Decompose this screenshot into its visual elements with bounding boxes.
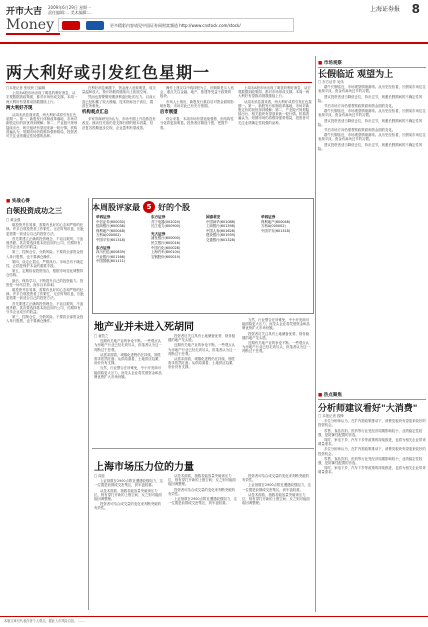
middle-paragraph: 近期有关地产业的争论不断。一些观点认为房地产行业已经走到尽头，但笔者认为这一判断过于悲观。: [168, 343, 236, 356]
left-section-label: ■ 实战心得: [6, 198, 30, 204]
stock-item: 中国石化(600028): [151, 245, 181, 250]
sidebar-body: [318, 80, 426, 390]
middle-paragraph: 近期有关地产业的争论不断。一些观点认为房地产行业已经走到尽头，但笔者认为这一判断过于悲观。: [94, 339, 162, 352]
left-paragraph: 最后，保持学习，不断提升自己的投资能力。投资是一场马拉松，而非百米冲刺。: [6, 278, 84, 287]
middle-article-title: 地产业并未进入死胡同: [94, 322, 194, 333]
headline-paragraph: 然而也需警惕短期获利盘回吐的压力。目前大盘已经积累了较大涨幅，技术指标处于高位，震荡在所难免。: [82, 95, 156, 108]
sidebar-label-2: ■ 热点聚焦: [318, 392, 426, 400]
broker-name: 国泰君安: [206, 215, 221, 219]
middle-paragraph: 当然，行业整合在所难免，中小开发商可能面临更大压力，而龙头企业将凭借资金和品牌优势扩大市场份额。: [94, 366, 162, 379]
headline-subhead: 后市展望: [160, 110, 178, 116]
stock-item: 四川长虹(600839): [96, 250, 126, 255]
bottom-article-col-3: [242, 474, 312, 610]
sidebar-byline-2: □ 本报记者 钱锋: [318, 414, 344, 418]
bottom-byline: □ 周佳: [94, 474, 106, 478]
bottom-article-col-2: [168, 474, 238, 610]
middle-byline: □ 童牧之: [94, 334, 109, 338]
left-paragraph: 做投资并非易事，需要有良好的心态和严格的纪律。许多白领投资者工作繁忙，无法时刻盯盘，因此更需要一套适合自己的投资方法。: [6, 223, 84, 236]
stock-picks-title-post: 好的个股: [158, 202, 190, 212]
banner-text: 更多精彩内容请见中国证券网财富频道 http://www.cnstock.com/stock/: [110, 22, 241, 28]
sidebar-title-2: 分析师建议看好"大消费": [318, 404, 418, 414]
stock-item: 民生银行(600016): [151, 240, 181, 245]
left-section-title: 白领投资成功之三: [6, 207, 62, 215]
headline-subhead: 机构观点汇总: [82, 110, 109, 116]
bottom-paragraph: 投资者可结合成交量的变化来判断突破的有效性。: [168, 487, 236, 496]
bottom-paragraph: 投资者可结合成交量的变化来判断突破的有效性。: [94, 502, 162, 511]
sidebar-paragraph: 建议投资者适当降低仓位，持币过节，规避长假期间的不确定性风险。: [318, 118, 423, 127]
bottom-paragraph: 上证指数在2900点附近遭遇较强阻力，这一位置是前期成交密集区，套牢盘较重。: [94, 479, 163, 488]
stock-group: [96, 215, 145, 310]
sidebar-body-2: [318, 414, 426, 610]
bottom-paragraph: 投资者可结合成交量的变化来判断突破的有效性。: [242, 474, 310, 483]
headline-paragraph: 上周末A股市场出现了明显的利好消息，从宏观数据到政策面，都对市场形成支撑。本周一两大利好有望推动指数继续上行。: [6, 91, 78, 104]
column-divider: [88, 198, 89, 610]
column-brand: 开市大吉: [6, 7, 43, 17]
sidebar-paragraph: 节后市场方向仍需观察政策面和资金面的变化。: [324, 104, 396, 109]
sidebar-paragraph: 节后市场方向仍需观察政策面和资金面的变化。: [324, 128, 396, 133]
headline-paragraph: 市场人士指出，新股发行重启后对资金面的影响有限，市场对此已有充分预期。: [160, 99, 234, 108]
sidebar-paragraph: 建议投资者适当降低仓位，持币过节，规避长假期间的不确定性风险。: [318, 94, 423, 103]
cnstock-logo-icon: [86, 21, 104, 30]
left-paragraph: 第四，设定止损点，严格执行。市场总有不确定性，止损是保护本金的重要手段。: [6, 259, 84, 269]
section-divider: [92, 448, 314, 449]
bottom-article-col-1: [94, 474, 164, 610]
headline-paragraph: 上周末A股市场出现了明显的利好消息，从宏观数据到政策面，都对市场形成支撑。本周一两大利好有望推动指数继续上行。: [238, 86, 311, 99]
sidebar-paragraph: 多位分析师认为，在扩内需政策推动下，消费类板块有望迎来较好的投资机会。: [318, 419, 426, 428]
stock-picks-title-pre: 本周股评家最: [92, 202, 140, 212]
stock-item: 招商银行(600036): [96, 224, 126, 229]
stock-item: 交通银行(601328): [206, 237, 236, 242]
headline-article-col-4: [238, 86, 312, 196]
left-paragraph: 首先要建立正确的投资理念，不盲目跟风，不追涨杀跌。其次要选择基本面良好的公司，长期持有，分享企业成长的收益。: [6, 301, 84, 315]
headline-paragraph: 综合来看，本周市场有望延续强势，但结构性分化将更加明显。投资者应精选个股，把握节奏。: [160, 117, 234, 130]
stock-item: 上海汽车(600104): [151, 250, 181, 255]
sidebar-label: ■ 市场观察: [318, 60, 426, 68]
main-headline: 两大利好或引发红色星期一: [6, 63, 211, 82]
headline-paragraph: 多家券商研究所认为，市场中期上升趋势没有改变。流动性充裕仍是支撑行情的根本因素，经济复苏预期逐步兑现，企业盈利有望改善。: [82, 117, 156, 130]
headline-paragraph: 操作上建议以中线持股为主，回调即是买入机会，重点关注金融、地产、基建等受益于政策的板块。: [160, 86, 234, 99]
paper-logo-icon: [62, 21, 80, 30]
sidebar-paragraph: 建议投资者适当降低仓位，持币过节，规避长假期间的不确定性风险。: [318, 142, 423, 151]
left-paragraph: 做投资并非易事，需要有良好的心态和严格的纪律。许多白领投资者工作繁忙，无法时刻盯盘，因此更需要一套适合自己的投资方法。: [6, 288, 84, 301]
headline-subhead: 两大利好齐现: [6, 105, 33, 111]
stock-item: 万科A(000002): [261, 224, 286, 229]
sidebar-paragraph: 零售、食品饮料、医药等行业受经济周期影响较小，业绩稳定性较强，是防御性配置的首选。: [318, 456, 423, 466]
stock-item: 工商银行(601398): [206, 224, 236, 229]
headline-paragraph: 从周末消息面来看，两大利好或将引发红色星期一。第一，新股发行体制改革落地，市场对新股定价的担忧得到缓解；第二，产业振兴规划陆续出台，相关板块有望迎来新一轮行情。机构普遍认为，短期市场仍将维持强势格局，投资者可关注业绩确定性较强的品种。: [238, 99, 312, 125]
middle-paragraph: 当然，行业整合在所难免，中小开发商可能面临更大压力，而龙头企业将凭借资金和品牌优势扩大市场份额。: [242, 318, 310, 331]
sidebar-title: 长假临近 观望为上: [318, 70, 394, 80]
bottom-paragraph: 上证指数在2900点附近遭遇较强阻力，这一位置是前期成交密集区，套牢盘较重。: [168, 497, 237, 506]
middle-paragraph: 从需求面看，城镇化进程仍在持续，刚性需求依然旺盛；从供给面看，土地供应趋紧，房价仍有支撑。: [168, 357, 236, 370]
bottom-paragraph: 从技术面看，指数若能放量突破该压力位，则有望打开新的上涨空间；反之则可能面临回调整理。: [242, 492, 310, 506]
masthead: [0, 0, 428, 44]
stock-item: 宝钢股份(600019): [151, 254, 181, 259]
page-number: 8: [411, 2, 420, 16]
sidebar-paragraph: 多位分析师认为，在扩内需政策推动下，消费类板块有望迎来较好的投资机会。: [318, 447, 426, 456]
stock-item: 中国神华(601088): [206, 219, 236, 224]
stock-item: 万科A(000002): [96, 233, 121, 238]
headline-article-col-2: [82, 86, 156, 196]
headline-paragraph: 从周末消息面来看，两大利好或将引发红色星期一。第一，新股发行体制改革落地，市场对新股定价的担忧得到缓解；第二，产业振兴规划陆续出台，相关板块有望迎来新一轮行情。机构普遍认为，短期市场仍将维持强势格局，投资者可关注业绩确定性较强的品种。: [6, 113, 78, 139]
stock-item: 建设银行(601939): [206, 233, 236, 238]
issue-editors: 责任编辑:… 美术编辑:…: [48, 10, 92, 15]
broker-name: 华西证券: [261, 215, 276, 219]
bottom-paragraph: 从技术面看，指数若能放量突破该压力位，则有望打开新的上涨空间；反之则可能面临回调整理。: [168, 474, 236, 487]
middle-paragraph: 投资者应关注具有土地储备优势、财务稳健的地产龙头股。: [168, 334, 236, 343]
stock-item: 保利地产(600048): [96, 228, 126, 233]
middle-paragraph: 近期有关地产业的争论不断。一些观点认为房地产行业已经走到尽头，但笔者认为这一判断过于悲观。: [242, 341, 310, 354]
stock-item: 保利地产(600048): [261, 219, 291, 224]
broker-name: 华西证券: [96, 215, 111, 219]
stock-picks-grid: [96, 215, 310, 310]
bottom-article-title: 上海市场压力位的力量: [94, 462, 194, 473]
headline-article-col-1: [6, 86, 78, 196]
issue-meta: [48, 5, 178, 15]
left-paragraph: 首先要建立正确的投资理念，不盲目跟风，不追涨杀跌。其次要选择基本面良好的公司，长期持有，分享企业成长的收益。: [6, 236, 84, 250]
left-section-body: [6, 218, 86, 608]
stock-picks-title: [92, 201, 190, 213]
stock-item: 苏宁电器(002024): [151, 219, 181, 224]
left-paragraph: 第五，定期检视投资组合，根据市场变化调整持仓结构。: [6, 269, 84, 278]
stock-group: [261, 215, 310, 310]
stock-item: 中国国航(601111): [96, 259, 126, 264]
headline-byline: □本报记者 张欣欣 □编辑: [6, 86, 46, 90]
section-name: Money: [6, 17, 54, 33]
paper-name: 上海证券报: [369, 6, 400, 13]
sidebar-paragraph: 零售、食品饮料、医药等行业受经济周期影响较小，业绩稳定性较强，是防御性配置的首选。: [318, 428, 423, 437]
broker-name: 东方证券: [96, 245, 111, 250]
left-byline: □ 黄金强: [6, 218, 21, 222]
stock-item: 兴业银行(601166): [96, 254, 126, 259]
stock-item: 中国平安(601318): [261, 228, 291, 233]
middle-paragraph: 投资者应关注具有土地储备优势、财务稳健的地产龙头股。: [242, 331, 310, 340]
middle-article-col-2: [168, 334, 238, 442]
sidebar-divider: [315, 56, 316, 612]
stock-item: 中信证券(600030): [96, 219, 126, 224]
broker-name: 东方证券: [151, 215, 166, 219]
stock-picks-count: 5: [143, 201, 155, 213]
broker-name: 光大证券: [151, 231, 166, 236]
bottom-paragraph: 从技术面看，指数若能放量突破该压力位，则有望打开新的上涨空间；反之则可能面临回调整理。: [94, 488, 162, 502]
stock-group: [151, 215, 200, 310]
headline-rule: [6, 82, 312, 83]
bottom-paragraph: 上证指数在2900点附近遭遇较强阻力，这一位置是前期成交密集区，套牢盘较重。: [242, 483, 311, 492]
sidebar-paragraph: 同时，家电下乡、汽车下乡等政策的持续推进，也将为相关企业带来增量需求。: [318, 438, 426, 447]
sidebar-paragraph: 端午长假临近，市场观望情绪渐浓。从历史经验看，长假前市场往往表现平淡，资金有离场过节的习惯。: [318, 133, 426, 142]
headline-paragraph: 在利好消息刺激下，资金流入迹象明显，成交量温和放大，预计指数将继续向上拓展空间。: [82, 86, 156, 95]
sidebar-paragraph: 同时，家电下乡、汽车下乡等政策的持续推进，也将为相关企业带来增量需求。: [318, 466, 426, 475]
left-paragraph: 第三，控制仓位，分散风险。不要将全部资金投入单只股票，也不要满仓操作。: [6, 250, 84, 259]
stock-item: 浦发银行(600000): [151, 236, 181, 241]
page-footer: 本版文章仅代表作者个人观点，据此入市风险自担。 ……: [0, 616, 428, 627]
middle-article-col-1: [94, 334, 164, 442]
middle-article-col-3: [242, 318, 312, 442]
sidebar-paragraph: 端午长假临近，市场观望情绪渐浓。从历史经验看，长假前市场往往表现平淡，资金有离场过节的习惯。: [318, 85, 426, 94]
stock-group: [206, 215, 255, 310]
middle-paragraph: 从需求面看，城镇化进程仍在持续，刚性需求依然旺盛；从供给面看，土地供应趋紧，房价仍有支撑。: [94, 352, 162, 366]
sidebar-paragraph: 端午长假临近，市场观望情绪渐浓。从历史经验看，长假前市场往往表现平淡，资金有离场过节的习惯。: [318, 109, 426, 118]
sidebar-byline: □ 东方证券 吴伟: [318, 80, 344, 84]
stock-item: 中国人寿(601628): [206, 228, 236, 233]
stock-item: 长江电力(600900): [151, 224, 181, 229]
left-paragraph: 第三，控制仓位，分散风险。不要将全部资金投入单只股票，也不要满仓操作。: [6, 315, 84, 324]
stock-item: 中国平安(601318): [96, 237, 126, 242]
website-banner[interactable]: [58, 18, 294, 32]
issue-date: 2009年6月29日 星期一: [48, 5, 92, 10]
headline-article-col-3: [160, 86, 234, 196]
